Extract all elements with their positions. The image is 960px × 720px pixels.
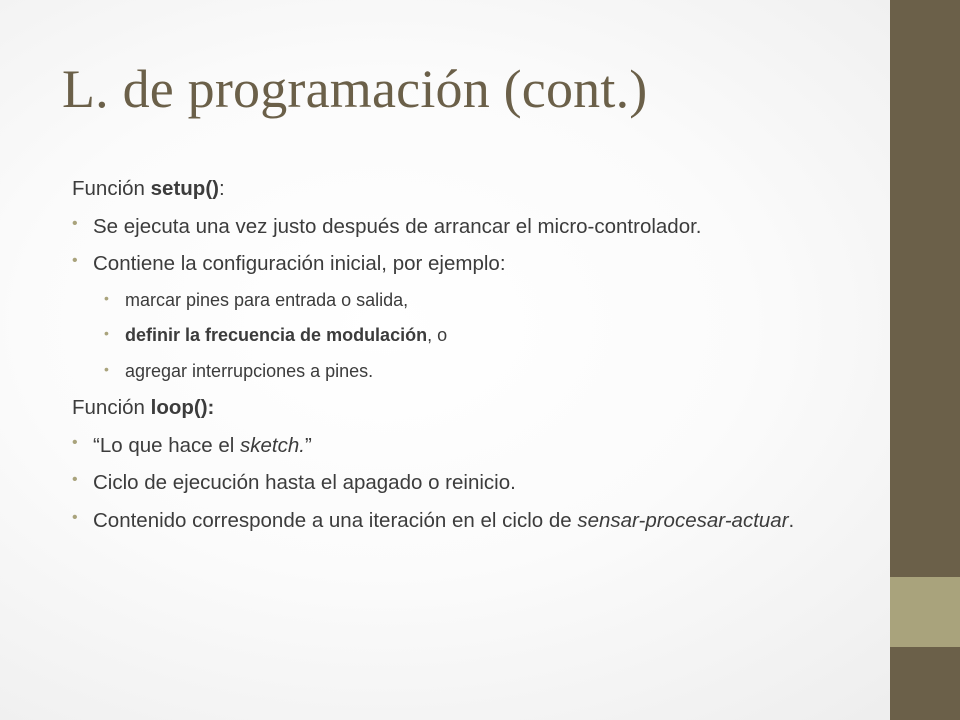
- setup-subbullet-3: • agregar interrupciones a pines.: [72, 360, 832, 383]
- loop-bullet-2: • Ciclo de ejecución hasta el apagado o reinicio.: [72, 470, 832, 497]
- side-bar-accent-block: [890, 577, 960, 647]
- loop-function-name: loop():: [150, 396, 215, 420]
- loop-bullet-3: • Contenido corresponde a una iteración en el ciclo de sensar-procesar-actuar.: [72, 508, 832, 535]
- setup-bullet-1: • Se ejecuta una vez justo después de arrancar el micro-controlador.: [72, 214, 832, 241]
- setup-heading: [72, 176, 832, 203]
- loop-heading-prefix: Función: [72, 396, 151, 420]
- setup-bullet-2: • Contiene la configuración inicial, por ejemplo:: [72, 251, 832, 278]
- loop-heading: [72, 395, 832, 422]
- setup-heading-suffix: :: [218, 177, 225, 200]
- setup-function-name: setup(): [150, 177, 219, 200]
- setup-heading-prefix: Función: [72, 177, 151, 200]
- slide-title: L. de programación (cont.): [62, 59, 648, 119]
- cycle-italic: sensar-procesar-actuar: [577, 509, 789, 533]
- loop-bullet-1: • “Lo que hace el sketch.”: [72, 433, 832, 460]
- setup-subbullet-2: • definir la frecuencia de modulación, o: [72, 324, 832, 347]
- slide-body: [72, 176, 832, 546]
- setup-subbullet-1: • marcar pines para entrada o salida,: [72, 289, 832, 312]
- subbullet-bold-text: definir la frecuencia de modulación: [125, 325, 428, 346]
- sketch-italic: sketch.: [240, 433, 305, 457]
